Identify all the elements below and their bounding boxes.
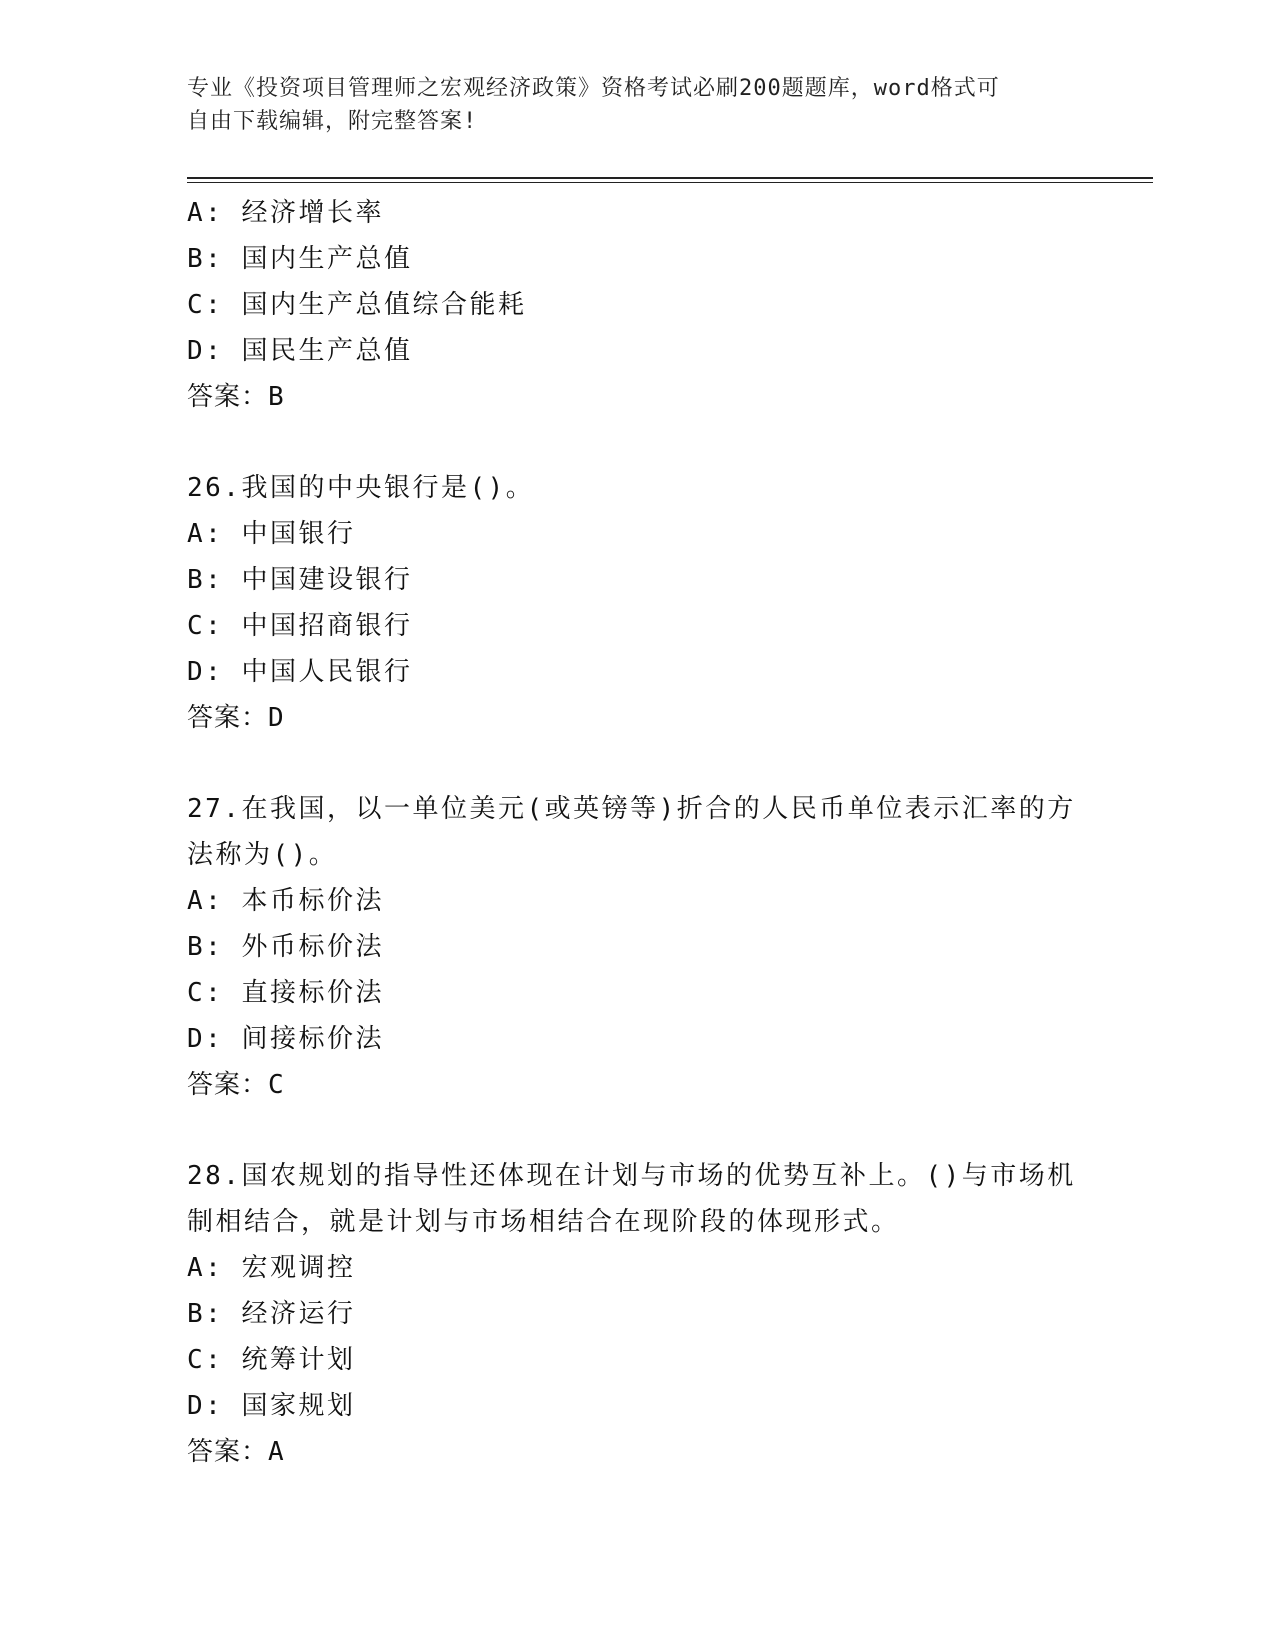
- option-letter: A:: [187, 198, 224, 228]
- answer-line: [187, 695, 1087, 741]
- option-letter: B:: [187, 1299, 224, 1329]
- option-c: [187, 970, 1087, 1016]
- option-d: [187, 328, 1087, 374]
- spacer: [187, 1108, 1087, 1153]
- option-text: 直接标价法: [241, 978, 384, 1008]
- option-letter: C:: [187, 1345, 224, 1375]
- spacer: [187, 741, 1087, 786]
- question-25-continued: [187, 190, 1087, 420]
- answer-value: A: [268, 1437, 285, 1467]
- question-27: [187, 786, 1087, 1108]
- question-28: [187, 1153, 1087, 1475]
- answer-label: 答案：: [187, 1437, 269, 1467]
- option-a: [187, 1245, 1087, 1291]
- option-text: 外币标价法: [241, 932, 384, 962]
- header-divider: [187, 177, 1153, 183]
- option-text: 本币标价法: [241, 886, 384, 916]
- option-b: [187, 557, 1087, 603]
- option-letter: C:: [187, 290, 224, 320]
- option-d: [187, 1383, 1087, 1429]
- option-text: 经济运行: [241, 1299, 356, 1329]
- question-text-line-2: 制相结合，就是计划与市场相结合在现阶段的体现形式。: [187, 1207, 900, 1237]
- option-letter: A:: [187, 886, 224, 916]
- option-letter: B:: [187, 932, 224, 962]
- option-letter: B:: [187, 244, 224, 274]
- option-letter: C:: [187, 611, 224, 641]
- option-text: 国内生产总值: [241, 244, 413, 274]
- option-text: 中国建设银行: [241, 565, 413, 595]
- question-text-line-2: 法称为()。: [187, 840, 338, 870]
- answer-line: [187, 1429, 1087, 1475]
- option-letter: A:: [187, 519, 224, 549]
- answer-value: B: [268, 382, 285, 412]
- option-text: 中国招商银行: [241, 611, 413, 641]
- option-letter: D:: [187, 336, 224, 366]
- option-c: [187, 282, 1087, 328]
- option-text: 中国银行: [241, 519, 356, 549]
- option-letter: D:: [187, 1024, 224, 1054]
- answer-label: 答案：: [187, 382, 269, 412]
- option-a: [187, 511, 1087, 557]
- option-b: [187, 236, 1087, 282]
- spacer: [187, 420, 1087, 465]
- question-list: [187, 190, 1087, 1475]
- option-letter: B:: [187, 565, 224, 595]
- answer-label: 答案：: [187, 703, 269, 733]
- answer-label: 答案：: [187, 1070, 269, 1100]
- option-text: 国家规划: [241, 1391, 356, 1421]
- header-line-1: 专业《投资项目管理师之宏观经济政策》资格考试必刷200题题库，word格式可: [187, 76, 1000, 101]
- option-letter: C:: [187, 978, 224, 1008]
- option-c: [187, 1337, 1087, 1383]
- option-text: 统筹计划: [241, 1345, 356, 1375]
- option-letter: D:: [187, 1391, 224, 1421]
- question-text: 26.我国的中央银行是()。: [187, 473, 535, 503]
- option-letter: A:: [187, 1253, 224, 1283]
- option-text: 国内生产总值综合能耗: [241, 290, 527, 320]
- option-text: 中国人民银行: [241, 657, 413, 687]
- answer-value: D: [268, 703, 285, 733]
- option-a: [187, 190, 1087, 236]
- option-letter: D:: [187, 657, 224, 687]
- document-header: [187, 72, 1067, 138]
- question-26: [187, 465, 1087, 741]
- question-text-line-1: 28.国农规划的指导性还体现在计划与市场的优势互补上。()与市场机: [187, 1161, 1076, 1191]
- answer-value: C: [268, 1070, 285, 1100]
- option-text: 国民生产总值: [241, 336, 413, 366]
- answer-line: [187, 1062, 1087, 1108]
- option-b: [187, 924, 1087, 970]
- option-text: 宏观调控: [241, 1253, 356, 1283]
- option-d: [187, 1016, 1087, 1062]
- header-line-2: 自由下载编辑，附完整答案!: [187, 109, 478, 134]
- option-d: [187, 649, 1087, 695]
- option-text: 间接标价法: [241, 1024, 384, 1054]
- option-a: [187, 878, 1087, 924]
- option-text: 经济增长率: [241, 198, 384, 228]
- question-text-line-1: 27.在我国，以一单位美元(或英镑等)折合的人民币单位表示汇率的方: [187, 794, 1076, 824]
- option-c: [187, 603, 1087, 649]
- answer-line: [187, 374, 1087, 420]
- option-b: [187, 1291, 1087, 1337]
